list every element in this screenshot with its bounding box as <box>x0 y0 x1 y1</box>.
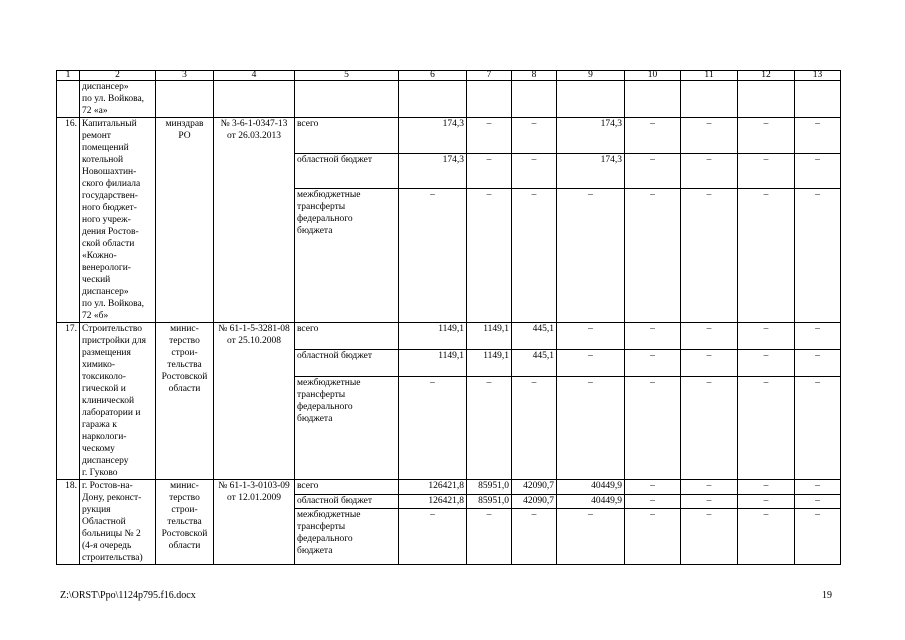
number-cell <box>57 81 80 118</box>
value-cell: – <box>625 323 681 350</box>
object-name-cell-line: Областной <box>82 517 126 527</box>
funding-source-cell-line: всего <box>297 119 319 129</box>
funding-source-cell <box>295 509 399 565</box>
empty-cell <box>399 81 467 118</box>
object-name-cell-line: клинической <box>82 396 135 406</box>
value-cell: – <box>467 189 512 323</box>
document-cell-line: № 3-6-1-0347-13 <box>220 119 288 129</box>
value-cell: – <box>738 509 795 565</box>
organization-cell-line: тельства <box>167 360 202 370</box>
header-cell: 10 <box>625 71 681 81</box>
empty-cell <box>795 81 841 118</box>
object-name-cell <box>80 480 156 565</box>
object-name-cell-line: по ул. Войкова, <box>82 94 145 104</box>
document-cell <box>214 480 295 565</box>
document-cell <box>214 118 295 323</box>
footer-page-number: 19 <box>822 590 832 601</box>
header-row <box>57 71 841 81</box>
funding-source-cell-line: межбюджетные <box>297 190 361 201</box>
funding-source-cell-line: областной бюджет <box>297 154 373 165</box>
value-cell: 1149,1 <box>467 350 512 377</box>
funding-source-cell-line: бюджета <box>297 414 333 425</box>
value-cell: – <box>795 118 841 154</box>
header-cell: 12 <box>738 71 795 81</box>
funding-source-cell-line: трансферты <box>297 390 346 401</box>
value-cell: – <box>681 509 738 565</box>
value-cell: – <box>795 509 841 565</box>
empty-cell <box>625 81 681 118</box>
header-cell: 3 <box>156 71 214 81</box>
header-cell: 1 <box>57 71 80 81</box>
funding-source-cell <box>295 189 399 323</box>
object-name-cell-line: помещений <box>82 143 129 153</box>
value-cell: – <box>625 153 681 189</box>
object-name-cell-line: котельной <box>82 155 124 165</box>
value-cell: – <box>625 350 681 377</box>
object-name-cell-line: 72 «б» <box>82 311 109 321</box>
empty-cell <box>681 81 738 118</box>
organization-cell-line: строи- <box>171 348 198 358</box>
value-cell: 1149,1 <box>399 323 467 350</box>
value-cell: – <box>557 350 625 377</box>
object-name-cell-line: г. Гуково <box>82 468 118 478</box>
value-cell: – <box>738 118 795 154</box>
object-name-cell-line: ческому <box>82 444 115 454</box>
object-name-cell-line: 72 «а» <box>82 106 108 116</box>
object-name-cell-line: пристройки для <box>82 336 147 346</box>
funding-source-cell <box>295 118 399 154</box>
object-name-cell-line: дения Ростов- <box>82 227 139 237</box>
object-name-cell-line: диспансер» <box>82 287 129 297</box>
number-cell: 17. <box>57 323 80 480</box>
value-cell: – <box>681 377 738 480</box>
value-cell: 42090,7 <box>512 494 557 509</box>
funding-source-cell-line: бюджета <box>297 226 333 237</box>
object-name-cell-line: наркологи- <box>82 432 127 442</box>
organization-cell-line: минис- <box>170 481 199 491</box>
organization-cell <box>156 323 214 480</box>
value-cell: – <box>795 153 841 189</box>
object-name-cell-line: венерологи- <box>82 263 131 273</box>
organization-cell-line: тельства <box>167 517 202 527</box>
value-cell: – <box>399 189 467 323</box>
funding-source-cell-line: межбюджетные <box>297 510 361 521</box>
value-cell: – <box>795 377 841 480</box>
value-cell: – <box>738 377 795 480</box>
organization-cell-line: строи- <box>171 505 198 515</box>
value-cell: 174,3 <box>557 153 625 189</box>
funding-source-cell <box>295 480 399 495</box>
value-cell: – <box>467 118 512 154</box>
empty-cell <box>214 81 295 118</box>
value-cell: 40449,9 <box>557 480 625 495</box>
value-cell: – <box>681 494 738 509</box>
object-name-cell-line: ного бюджет- <box>82 203 137 213</box>
object-name-cell-line: Новошахтин- <box>82 167 137 177</box>
object-name-cell-line: диспансер» <box>82 82 129 92</box>
document-cell-line: № 61-1-5-3281-08 <box>218 324 290 334</box>
value-cell: – <box>512 118 557 154</box>
object-name-cell <box>80 323 156 480</box>
empty-cell <box>557 81 625 118</box>
organization-cell-line: области <box>168 541 201 551</box>
header-cell: 7 <box>467 71 512 81</box>
object-name-cell-line: больницы № 2 <box>82 529 141 539</box>
continuation-row <box>57 81 841 118</box>
value-cell: 174,3 <box>399 118 467 154</box>
value-cell: – <box>512 189 557 323</box>
header-cell: 11 <box>681 71 738 81</box>
funding-source-cell-line: областной бюджет <box>297 495 373 506</box>
organization-cell-line: РО <box>178 131 191 141</box>
funding-source-cell-line: областной бюджет <box>297 351 373 362</box>
value-cell: – <box>681 153 738 189</box>
organization-cell-line: Ростовской <box>161 529 208 539</box>
funding-source-cell <box>295 377 399 480</box>
document-cell-line: от 26.03.2013 <box>227 131 281 141</box>
object-name-cell-line: (4-я очередь <box>82 541 132 551</box>
document-cell-line: № 61-1-3-0103-09 <box>218 481 290 491</box>
object-name-cell-line: размещения <box>82 348 131 358</box>
header-cell: 4 <box>214 71 295 81</box>
value-cell: – <box>625 189 681 323</box>
value-cell: 174,3 <box>399 153 467 189</box>
object-name-cell-line: рукция <box>82 505 111 515</box>
object-name-cell-line: строительства) <box>82 553 143 563</box>
value-cell: – <box>625 480 681 495</box>
value-cell: 42090,7 <box>512 480 557 495</box>
header-cell: 5 <box>295 71 399 81</box>
organization-cell <box>156 480 214 565</box>
organization-cell <box>156 118 214 323</box>
header-cell: 13 <box>795 71 841 81</box>
value-cell: – <box>738 323 795 350</box>
value-cell: – <box>681 118 738 154</box>
value-cell: – <box>557 377 625 480</box>
object-name-cell-line: «Кожно- <box>82 251 117 261</box>
object-name-cell-line: Капитальный <box>82 119 137 129</box>
header-cell: 8 <box>512 71 557 81</box>
funding-source-cell <box>295 323 399 350</box>
value-cell: – <box>795 323 841 350</box>
funding-source-cell-line: федерального <box>297 534 353 545</box>
value-cell: – <box>625 494 681 509</box>
organization-cell-line: минис- <box>170 324 199 334</box>
funding-source-cell <box>295 494 399 509</box>
value-cell: – <box>557 323 625 350</box>
funding-source-cell-line: бюджета <box>297 546 333 557</box>
document-cell-line: от 12.01.2009 <box>227 493 281 503</box>
value-cell: – <box>399 509 467 565</box>
value-cell: – <box>738 350 795 377</box>
object-name-cell-line: Строительство <box>82 324 143 334</box>
empty-cell <box>512 81 557 118</box>
header-cell: 9 <box>557 71 625 81</box>
object-name-cell-line: ного учреж- <box>82 215 131 225</box>
organization-cell-line: Ростовской <box>161 372 208 382</box>
object-name-cell-line: Дону, реконст- <box>82 493 142 503</box>
table-row <box>57 323 841 350</box>
value-cell: – <box>467 153 512 189</box>
object-name-cell-line: ческий <box>82 275 111 285</box>
value-cell: – <box>512 509 557 565</box>
object-name-cell-line: гической и <box>82 384 126 394</box>
document-cell-line: от 25.10.2008 <box>227 336 281 346</box>
value-cell: – <box>467 509 512 565</box>
object-name-cell-line: диспансеру <box>82 456 129 466</box>
value-cell: – <box>399 377 467 480</box>
footer-file-path: Z:\ORST\Ppo\1124p795.f16.docx <box>60 590 196 601</box>
table-row <box>57 480 841 495</box>
value-cell: 445,1 <box>512 323 557 350</box>
object-name-cell-line: ской области <box>82 239 135 249</box>
object-name-cell <box>80 81 156 118</box>
header-cell: 6 <box>399 71 467 81</box>
empty-cell <box>738 81 795 118</box>
document-cell <box>214 323 295 480</box>
value-cell: 85951,0 <box>467 494 512 509</box>
value-cell: – <box>795 350 841 377</box>
empty-cell <box>467 81 512 118</box>
empty-cell <box>295 81 399 118</box>
funding-source-cell-line: федерального <box>297 402 353 413</box>
value-cell: 85951,0 <box>467 480 512 495</box>
value-cell: – <box>681 323 738 350</box>
value-cell: – <box>738 189 795 323</box>
value-cell: – <box>738 153 795 189</box>
financing-table <box>56 70 841 565</box>
object-name-cell-line: токсиколо- <box>82 372 126 382</box>
value-cell: 174,3 <box>557 118 625 154</box>
value-cell: – <box>557 189 625 323</box>
object-name-cell-line: ремонт <box>82 131 111 141</box>
organization-cell-line: минздрав <box>165 119 204 129</box>
value-cell: – <box>681 350 738 377</box>
value-cell: – <box>512 377 557 480</box>
funding-source-cell-line: всего <box>297 481 319 491</box>
funding-source-cell-line: трансферты <box>297 202 346 213</box>
value-cell: – <box>738 494 795 509</box>
header-cell: 2 <box>80 71 156 81</box>
value-cell: 1149,1 <box>467 323 512 350</box>
value-cell: – <box>681 480 738 495</box>
funding-source-cell-line: трансферты <box>297 522 346 533</box>
object-name-cell-line: химико- <box>82 360 115 370</box>
funding-source-cell-line: федерального <box>297 214 353 225</box>
value-cell: – <box>795 480 841 495</box>
organization-cell-line: терство <box>169 493 200 503</box>
object-name-cell-line: государствен- <box>82 191 138 201</box>
value-cell: – <box>467 377 512 480</box>
value-cell: – <box>681 189 738 323</box>
value-cell: – <box>625 118 681 154</box>
value-cell: – <box>795 189 841 323</box>
value-cell: 1149,1 <box>399 350 467 377</box>
object-name-cell-line: г. Ростов-на- <box>82 481 133 491</box>
value-cell: – <box>625 377 681 480</box>
object-name-cell-line: ского филиала <box>82 179 141 189</box>
number-cell: 18. <box>57 480 80 565</box>
number-cell: 16. <box>57 118 80 323</box>
value-cell: – <box>625 509 681 565</box>
object-name-cell-line: гаража к <box>82 420 117 430</box>
object-name-cell-line: лаборатории и <box>82 408 141 418</box>
empty-cell <box>156 81 214 118</box>
funding-source-cell <box>295 350 399 377</box>
value-cell: – <box>738 480 795 495</box>
value-cell: 126421,8 <box>399 494 467 509</box>
table-row <box>57 118 841 154</box>
object-name-cell <box>80 118 156 323</box>
value-cell: 126421,8 <box>399 480 467 495</box>
value-cell: – <box>557 509 625 565</box>
value-cell: 40449,9 <box>557 494 625 509</box>
funding-source-cell-line: всего <box>297 324 319 334</box>
value-cell: 445,1 <box>512 350 557 377</box>
organization-cell-line: области <box>168 384 201 394</box>
object-name-cell-line: по ул. Войкова, <box>82 299 145 309</box>
funding-source-cell-line: межбюджетные <box>297 378 361 389</box>
funding-source-cell <box>295 153 399 189</box>
organization-cell-line: терство <box>169 336 200 346</box>
value-cell: – <box>512 153 557 189</box>
value-cell: – <box>795 494 841 509</box>
